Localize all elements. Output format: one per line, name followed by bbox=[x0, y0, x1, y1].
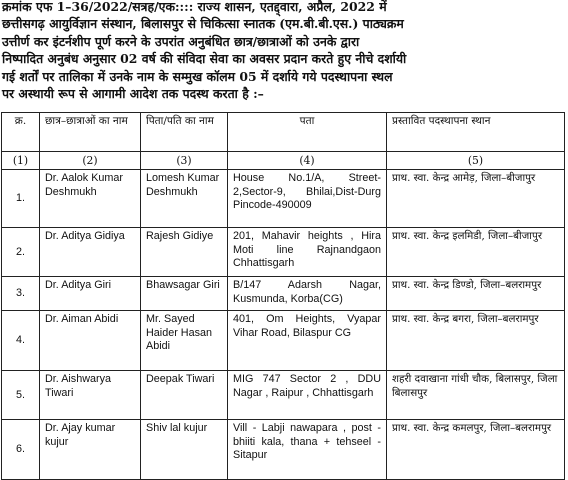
serial-cell: 1. bbox=[2, 170, 40, 228]
paragraph-line: क्रमांक एफ 1–36/2022/सत्रह/एक:::: राज्य शासन, एतद्द्वारा, अप्रैल, 2022 में bbox=[2, 0, 387, 14]
column-number: (1) bbox=[2, 152, 40, 170]
table-row bbox=[2, 311, 565, 371]
table-row bbox=[2, 420, 565, 480]
header-serial: क्र. bbox=[2, 113, 40, 152]
header-student-name: छात्र–छात्राओं का नाम bbox=[40, 113, 141, 152]
serial-cell: 6. bbox=[2, 420, 40, 480]
address-cell: 401, Om Heights, Vyapar Vihar Road, Bilaspur CG bbox=[228, 311, 387, 371]
address-cell: House No.1/A, Street-2,Sector-9, Bhilai,Dist-Durg Pincode-490009 bbox=[228, 170, 387, 228]
posting-place-cell: प्राथ. स्वा. केन्द्र इलमिडी, जिला–बीजापुर bbox=[387, 228, 565, 277]
posting-place-cell: प्राथ. स्वा. केन्द्र आमेड़, जिला–बीजापुर bbox=[387, 170, 565, 228]
father-cell: Lomesh Kumar Deshmukh bbox=[141, 170, 228, 228]
paragraph-line: उत्तीर्ण कर इंटर्नशीप पूर्ण करने के उपरांत अनुबंधित छात्र/छात्राओं को उनके द्वारा bbox=[2, 33, 360, 49]
table-row bbox=[2, 170, 565, 228]
father-cell: Mr. Sayed Haider Hasan Abidi bbox=[141, 311, 228, 371]
address-cell: Vill - Labji nawapara , post - bhiiti kala, thana + tehseel - Sitapur bbox=[228, 420, 387, 480]
paragraph-line: गई शर्तों पर तालिका में उनके नाम के सम्मुख कॉलम 05 में दर्शाये गये पदस्थापना स्थल bbox=[2, 68, 393, 84]
order-paragraph bbox=[2, 0, 564, 102]
posting-place-cell: प्राथ. स्वा. केन्द्र बगरा, जिला–बलरामपुर bbox=[387, 311, 565, 371]
name-cell: Dr. Aditya Gidiya bbox=[40, 228, 141, 277]
paragraph-line: निष्पादित अनुबंध अनुसार 02 वर्ष की संविदा सेवा का अवसर प्रदान करते हुए नीचे दर्शायी bbox=[2, 51, 407, 67]
column-number: (3) bbox=[141, 152, 228, 170]
posting-place-cell: प्राथ. स्वा. केन्द्र डिण्डो, जिला–बलरामपुर bbox=[387, 277, 565, 311]
paragraph-line: छत्तीसगढ़ आयुर्विज्ञान संस्थान, बिलासपुर से चिकित्सा स्नातक (एम.बी.बी.एस.) पाठ्यक्रम bbox=[2, 16, 404, 32]
serial-cell: 5. bbox=[2, 371, 40, 420]
serial-cell: 2. bbox=[2, 228, 40, 277]
name-cell: Dr. Ajay kumar kujur bbox=[40, 420, 141, 480]
table-row bbox=[2, 228, 565, 277]
address-cell: 201, Mahavir heights , Hira Moti line Rajnandgaon Chhattisgarh bbox=[228, 228, 387, 277]
table-row bbox=[2, 371, 565, 420]
column-number: (5) bbox=[387, 152, 565, 170]
paragraph-line: पर अस्थायी रूप से आगामी आदेश तक पदस्थ करता है :– bbox=[2, 86, 264, 102]
serial-cell: 3. bbox=[2, 277, 40, 311]
column-number-row bbox=[2, 152, 565, 170]
posting-table bbox=[1, 112, 565, 480]
name-cell: Dr. Aishwarya Tiwari bbox=[40, 371, 141, 420]
father-cell: Deepak Tiwari bbox=[141, 371, 228, 420]
header-father-name: पिता/पति का नाम bbox=[141, 113, 228, 152]
column-number: (2) bbox=[40, 152, 141, 170]
name-cell: Dr. Aalok Kumar Deshmukh bbox=[40, 170, 141, 228]
posting-place-cell: प्राथ. स्वा. केन्द्र कमलपुर, जिला–बलरामपुर bbox=[387, 420, 565, 480]
father-cell: Rajesh Gidiye bbox=[141, 228, 228, 277]
header-posting-place: प्रस्तावित पदस्थापना स्थान bbox=[387, 113, 565, 152]
column-number: (4) bbox=[228, 152, 387, 170]
posting-place-cell: शहरी दवाखाना गांधी चौक, बिलासपुर, जिला बिलासपुर bbox=[387, 371, 565, 420]
name-cell: Dr. Aditya Giri bbox=[40, 277, 141, 311]
serial-cell: 4. bbox=[2, 311, 40, 371]
father-cell: Shiv lal kujur bbox=[141, 420, 228, 480]
father-cell: Bhawsagar Giri bbox=[141, 277, 228, 311]
address-cell: B/147 Adarsh Nagar, Kusmunda, Korba(CG) bbox=[228, 277, 387, 311]
header-address: पता bbox=[228, 113, 387, 152]
table-row bbox=[2, 277, 565, 311]
table-header-row bbox=[2, 113, 565, 152]
address-cell: MIG 747 Sector 2 , DDU Nagar , Raipur , Chhattisgarh bbox=[228, 371, 387, 420]
name-cell: Dr. Aiman Abidi bbox=[40, 311, 141, 371]
